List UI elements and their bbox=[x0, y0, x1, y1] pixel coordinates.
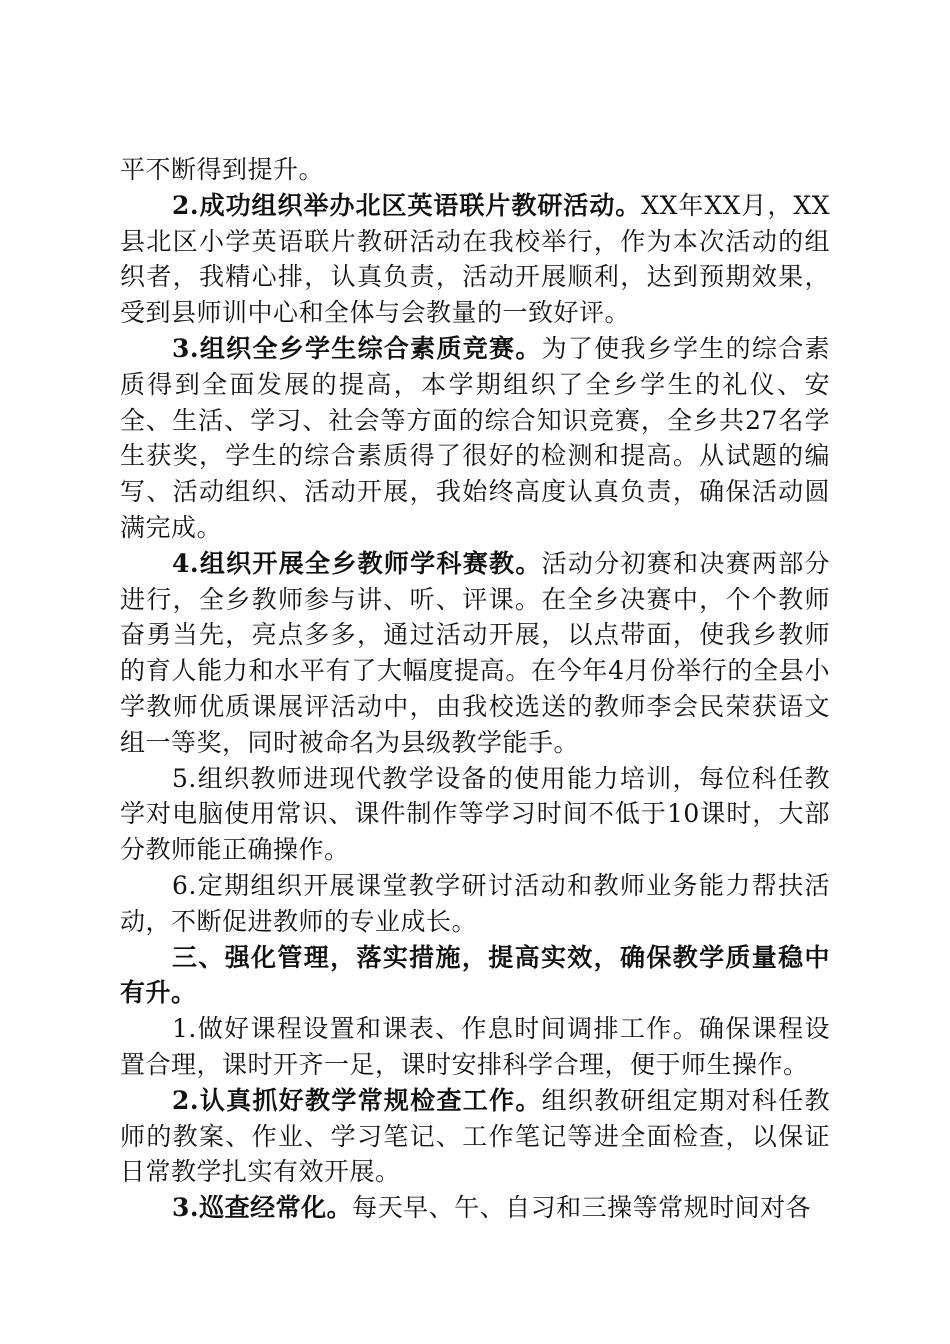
paragraph-1 bbox=[120, 152, 830, 188]
paragraph-9-text: 组织教研组定期对科任教师的教案、作业、学习笔记、工作笔记等进全面检查，以保证日常教学扎实有效开展。 bbox=[120, 1085, 830, 1187]
paragraph-9 bbox=[120, 1083, 830, 1190]
paragraph-2 bbox=[120, 188, 830, 331]
paragraph-4-text: 活动分初赛和决赛两部分进行，全乡教师参与讲、听、评课。在全乡决赛中，个个教师奋勇当先，亮点多多，通过活动开展，以点带面，使我乡教师的育人能力和水平有了大幅度提高。在今年4月份举行的全县小学教师优质课展评活动中，由我校选送的教师李会民荣获语文组一等奖，同时被命名为县级教学能手。 bbox=[120, 548, 830, 757]
paragraph-10-heading: 3.巡查经常化。 bbox=[172, 1193, 353, 1223]
paragraph-6 bbox=[120, 868, 830, 940]
paragraph-9-heading: 2.认真抓好教学常规检查工作。 bbox=[172, 1085, 542, 1115]
section-heading-3-text: 三、强化管理，落实措施，提高实效，确保教学质量稳中有升。 bbox=[120, 942, 830, 1008]
paragraph-3-text: 为了使我乡学生的综合素质得到全面发展的提高，本学期组织了全乡学生的礼仪、安全、生活、学习、社会等方面的综合知识竞赛，全乡共27名学生获奖，学生的综合素质得了很好的检测和提高。从试题的编写、活动组织、活动开展，我始终高度认真负责，确保活动圆满完成。 bbox=[120, 333, 830, 542]
paragraph-8-text: 1.做好课程设置和课表、作息时间调排工作。确保课程设置合理，课时开齐一足，课时安排科学合理，便于师生操作。 bbox=[120, 1014, 830, 1079]
paragraph-3-heading: 3.组织全乡学生综合素质竞赛。 bbox=[172, 333, 542, 363]
document-body bbox=[120, 152, 830, 1226]
paragraph-3 bbox=[120, 331, 830, 546]
paragraph-8 bbox=[120, 1011, 830, 1083]
paragraph-6-text: 6.定期组织开展课堂教学研讨活动和教师业务能力帮扶活动，不断促进教师的专业成长。 bbox=[120, 870, 830, 936]
paragraph-2-heading: 2.成功组织举办北区英语联片教研活动。 bbox=[172, 190, 642, 220]
paragraph-10 bbox=[120, 1190, 830, 1226]
paragraph-2-text: XX年XX月，XX县北区小学英语联片教研活动在我校举行，作为本次活动的组织者，我精心排，认真负责，活动开展顺利，达到预期效果，受到县师训中心和全体与会教量的一致好评。 bbox=[120, 190, 830, 328]
paragraph-1-text: 平不断得到提升。 bbox=[120, 155, 325, 184]
paragraph-5 bbox=[120, 761, 830, 868]
paragraph-10-text: 每天早、午、自习和三操等常规时间对各 bbox=[352, 1193, 812, 1223]
section-heading-3 bbox=[120, 940, 830, 1012]
paragraph-4 bbox=[120, 546, 830, 761]
paragraph-4-heading: 4.组织开展全乡教师学科赛教。 bbox=[172, 548, 542, 578]
paragraph-5-text: 5.组织教师进现代教学设备的使用能力培训，每位科任教学对电脑使用常识、课件制作等学习时间不低于10课时，大部分教师能正确操作。 bbox=[120, 763, 830, 865]
